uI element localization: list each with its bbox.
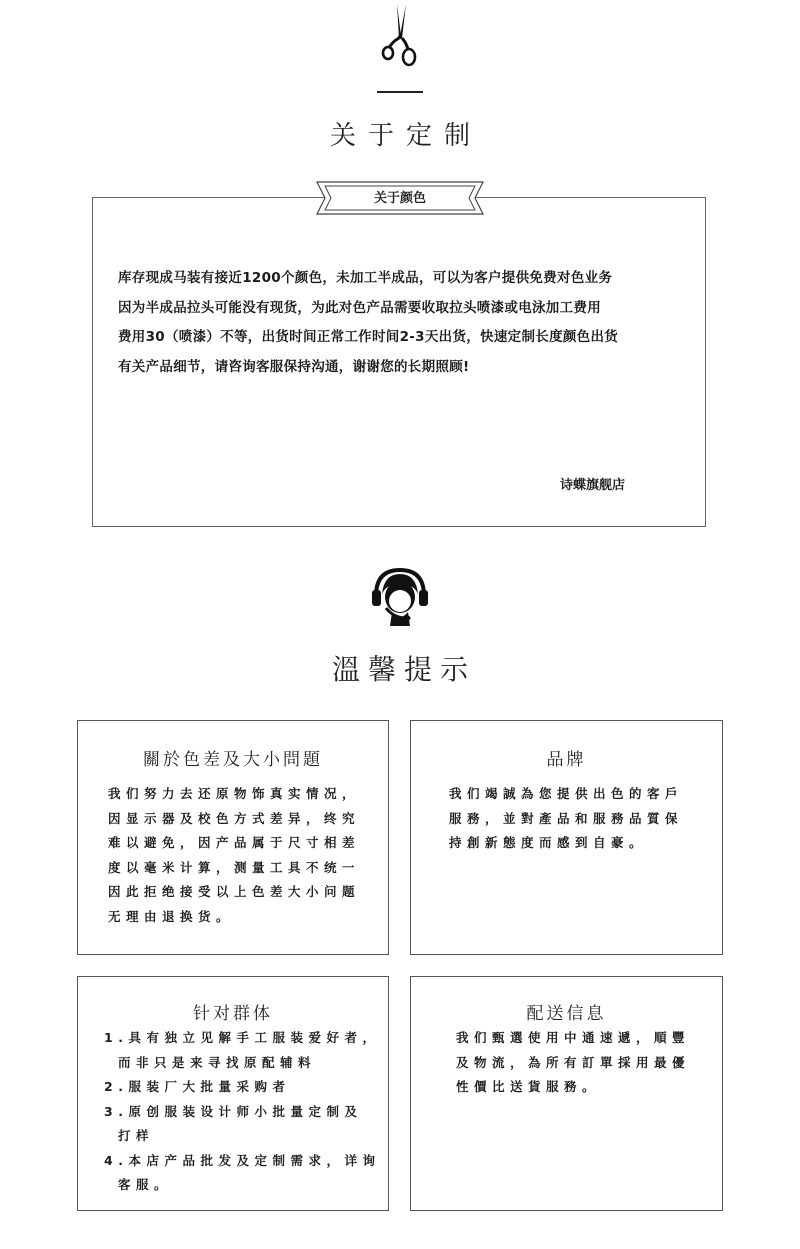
card-title: 配送信息 <box>526 1004 607 1024</box>
card-line: 4.本店产品批发及定制需求，详询 <box>104 1152 381 1168</box>
card-line: 因此拒绝接受以上色差大小问题 <box>108 884 361 899</box>
card-brand <box>410 720 723 955</box>
card-line: 度以毫米计算，测量工具不统一 <box>108 859 361 875</box>
card-title: 品牌 <box>546 750 587 770</box>
about-color-line: 库存现成马装有接近1200个颜色，未加工半成品，可以为客户提供免费对色业务 <box>118 270 613 286</box>
card-line: 服務，並對產品和服務品質保 <box>449 810 684 826</box>
card-body <box>104 1026 380 1198</box>
headset-support-icon <box>370 566 430 626</box>
card-line: 我们甄選使用中通速遞，順豐 <box>456 1030 691 1045</box>
card-line: 无理由退换货。 <box>108 908 235 924</box>
card-target-audience <box>77 976 389 1211</box>
about-color-line: 因为半成品拉头可能没有现货，为此对色产品需要收取拉头喷漆或电泳加工费用 <box>118 300 601 316</box>
card-line: 而非只是来寻找原配辅料 <box>118 1054 317 1070</box>
card-body <box>449 782 683 856</box>
card-line: 性價比送貨服務。 <box>456 1079 601 1094</box>
header-divider <box>377 91 423 93</box>
card-line: 因显示器及校色方式差异，终究 <box>108 810 361 826</box>
section-title-tips: 溫馨提示 <box>331 653 476 686</box>
card-line: 我们努力去还原物饰真实情况， <box>108 786 361 801</box>
card-body <box>456 1026 690 1100</box>
ribbon-label: 关于颜色 <box>373 191 426 206</box>
card-color-size-notice <box>77 720 389 955</box>
about-color-line: 费用30（喷漆）不等，出货时间正常工作时间2-3天出货，快速定制长度颜色出货 <box>118 329 619 345</box>
scissors-icon <box>380 2 420 68</box>
card-line: 2.服装厂大批量采购者 <box>104 1079 291 1094</box>
card-line: 客服。 <box>118 1177 173 1192</box>
card-line: 我们竭誠為您提供出色的客戶 <box>449 786 684 801</box>
card-line: 持創新態度而感到自豪。 <box>449 835 648 850</box>
card-line: 打样 <box>118 1128 155 1143</box>
store-signature: 诗蝶旗舰店 <box>560 478 626 493</box>
card-title: 针对群体 <box>193 1004 273 1024</box>
card-line: 3.原创服装设计师小批量定制及 <box>104 1103 363 1119</box>
card-shipping-info <box>410 976 723 1211</box>
card-title: 關於色差及大小問題 <box>143 750 323 770</box>
card-body <box>108 782 360 929</box>
card-line: 难以避免，因产品属于尺寸相差 <box>108 835 361 850</box>
card-line: 及物流，為所有訂單採用最優 <box>456 1054 691 1070</box>
card-line: 1.具有独立见解手工服装爱好者， <box>104 1030 381 1045</box>
about-color-line: 有关产品细节，请咨询客服保持沟通，谢谢您的长期照顾! <box>118 359 470 375</box>
section-title-customization: 关于定制 <box>329 121 482 151</box>
